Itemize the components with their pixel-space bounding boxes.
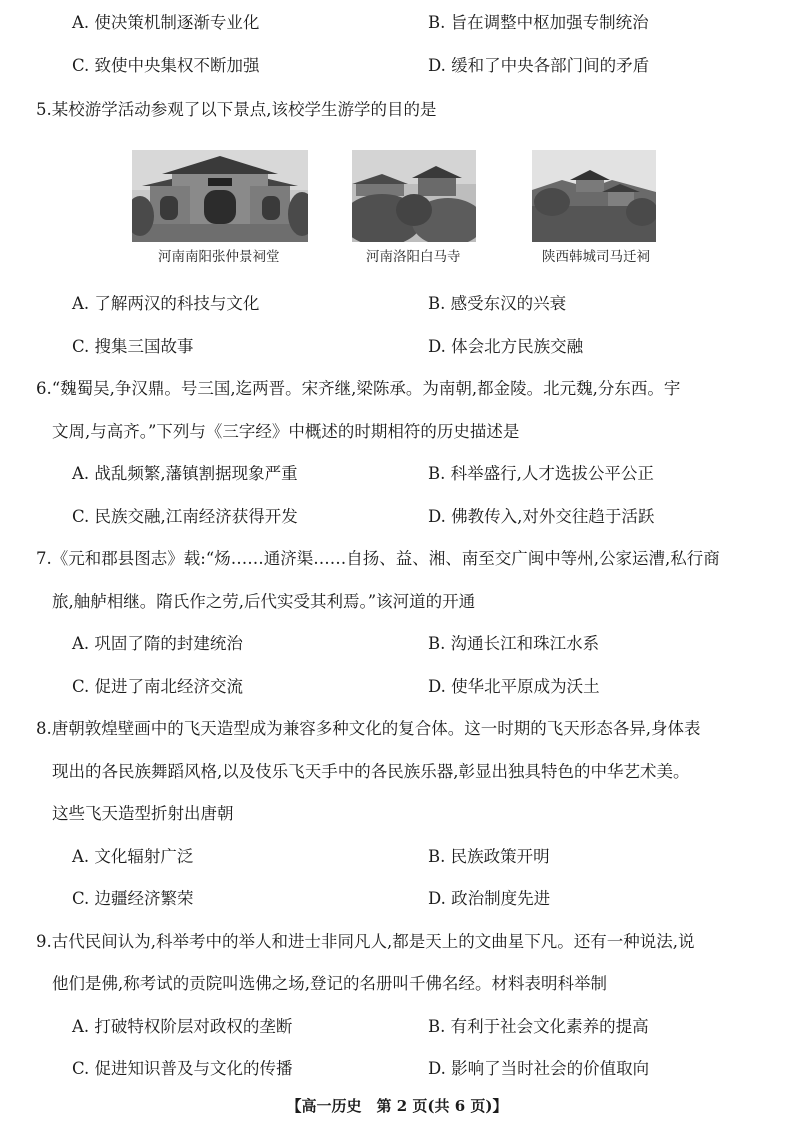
q6-option-a: A. 战乱频繁,藩镇割据现象严重 <box>72 464 298 483</box>
q4-option-c: C. 致使中央集权不断加强 <box>72 56 260 75</box>
q5-image-3 <box>532 150 656 270</box>
page-footer: 【高一历史 第 2 页(共 6 页)】 <box>286 1097 508 1115</box>
q7-stem-line-2: 旅,舳舻相继。隋氏作之劳,后代实受其利焉。”该河道的开通 <box>52 592 476 611</box>
q8-option-a: A. 文化辐射广泛 <box>72 847 194 866</box>
q6-stem-line-2: 文周,与高齐。”下列与《三字经》中概述的时期相符的历史描述是 <box>52 422 520 441</box>
q8-option-b: B. 民族政策开明 <box>428 847 550 866</box>
q8-stem-line-3: 这些飞天造型折射出唐朝 <box>52 804 234 823</box>
q9-option-d: D. 影响了当时社会的价值取向 <box>428 1059 650 1078</box>
q6-stem-line-1: 6.“魏蜀吴,争汉鼎。号三国,迄两晋。宋齐继,梁陈承。为南朝,都金陵。北元魏,分东西。宇 <box>36 379 681 398</box>
q9-option-a: A. 打破特权阶层对政权的垄断 <box>72 1017 293 1036</box>
q8-option-c: C. 边疆经济繁荣 <box>72 889 194 908</box>
q5-image-1-caption: 河南南阳张仲景祠堂 <box>158 249 280 265</box>
q7-option-d: D. 使华北平原成为沃土 <box>428 677 600 696</box>
sima-qian-shrine-photo <box>532 150 656 242</box>
q8-stem-line-2: 现出的各民族舞蹈风格,以及伎乐飞天手中的各民族乐器,彰显出独具特色的中华艺术美。 <box>52 762 690 781</box>
q5-image-1 <box>132 150 308 270</box>
q6-option-d: D. 佛教传入,对外交往趋于活跃 <box>428 507 655 526</box>
q5-option-a: A. 了解两汉的科技与文化 <box>72 294 260 313</box>
q8-stem-line-1: 8.唐朝敦煌壁画中的飞天造型成为兼容多种文化的复合体。这一时期的飞天形态各异,身体表 <box>36 719 701 738</box>
zhang-zhongjing-shrine-photo <box>132 150 308 242</box>
q4-option-a: A. 使决策机制逐渐专业化 <box>72 13 260 32</box>
q6-option-c: C. 民族交融,江南经济获得开发 <box>72 507 298 526</box>
q9-stem-line-1: 9.古代民间认为,科举考中的举人和进士非同凡人,都是天上的文曲星下凡。还有一种说法,说 <box>36 932 695 951</box>
q5-option-b: B. 感受东汉的兴衰 <box>428 294 567 313</box>
q9-stem-line-2: 他们是佛,称考试的贡院叫选佛之场,登记的名册叫千佛名经。材料表明科举制 <box>52 974 607 993</box>
q7-stem-line-1: 7.《元和郡县图志》载:“炀……通济渠……自扬、益、湘、南至交广闽中等州,公家运漕,私行商 <box>36 549 720 568</box>
q9-option-b: B. 有利于社会文化素养的提高 <box>428 1017 649 1036</box>
q4-option-b: B. 旨在调整中枢加强专制统治 <box>428 13 649 32</box>
q5-option-d: D. 体会北方民族交融 <box>428 337 584 356</box>
q5-image-2 <box>352 150 476 270</box>
q5-option-c: C. 搜集三国故事 <box>72 337 194 356</box>
q7-option-c: C. 促进了南北经济交流 <box>72 677 244 696</box>
q9-option-c: C. 促进知识普及与文化的传播 <box>72 1059 293 1078</box>
q8-option-d: D. 政治制度先进 <box>428 889 551 908</box>
q5-image-2-caption: 河南洛阳白马寺 <box>366 249 461 265</box>
q5-image-3-caption: 陕西韩城司马迁祠 <box>542 249 650 265</box>
q7-option-a: A. 巩固了隋的封建统治 <box>72 634 243 653</box>
white-horse-temple-photo <box>352 150 476 242</box>
q4-option-d: D. 缓和了中央各部门间的矛盾 <box>428 56 650 75</box>
q6-option-b: B. 科举盛行,人才选拔公平公正 <box>428 464 654 483</box>
q7-option-b: B. 沟通长江和珠江水系 <box>428 634 600 653</box>
q5-stem: 5.某校游学活动参观了以下景点,该校学生游学的目的是 <box>36 100 437 119</box>
